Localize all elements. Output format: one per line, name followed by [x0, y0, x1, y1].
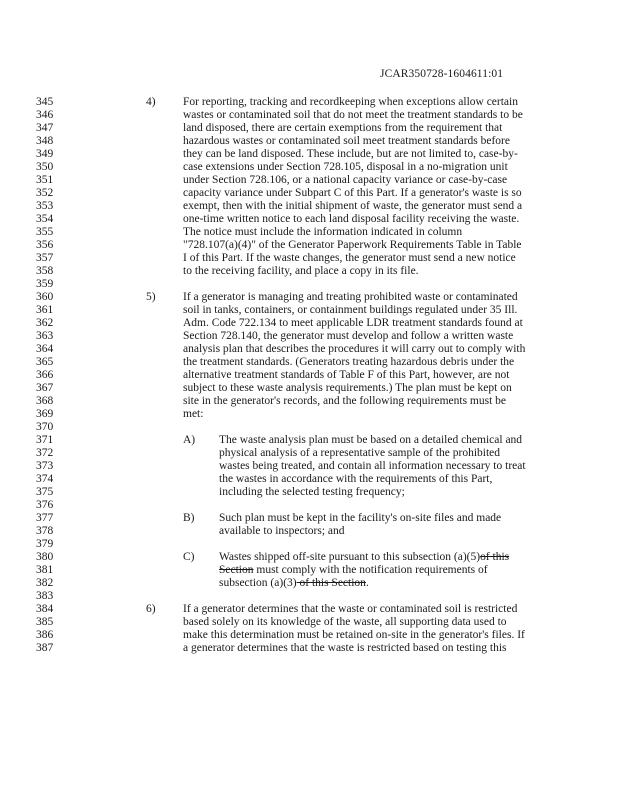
line-number: 349 — [36, 148, 54, 160]
subitem-a-line: including the selected testing frequency; — [219, 486, 405, 498]
item-4-line: "728.107(a)(4)" of the Generator Paperwork Requirements Table in Table — [183, 239, 522, 251]
subitem-c-text: subsection (a)(3) — [219, 577, 297, 589]
deleted-text: of this — [480, 551, 510, 563]
item-5-line: soil in tanks, containers, or containment buildings regulated under 35 Ill. — [183, 304, 518, 316]
subitem-a-line: physical analysis of a representative sample of the prohibited — [219, 447, 501, 459]
line-number: 365 — [36, 356, 54, 368]
item-5-line: Section 728.140, the generator must develop and follow a written waste — [183, 330, 514, 342]
line-number: 371 — [36, 434, 54, 446]
subitem-c-text: . — [365, 577, 369, 589]
line-number: 379 — [36, 538, 54, 550]
subitem-c-text: must comply with the notification requirements of — [253, 564, 488, 576]
line-number: 370 — [36, 421, 54, 433]
item-4-line: For reporting, tracking and recordkeeping when exceptions allow certain — [183, 96, 518, 108]
subitem-a-line: wastes being treated, and contain all information necessary to treat — [219, 460, 526, 472]
subitem-a-marker: A) — [183, 434, 196, 446]
subitem-c-text: Wastes shipped off-site pursuant to this subsection (a)(5) — [219, 551, 481, 563]
subitem-c-line — [219, 564, 488, 577]
item-5-line: the treatment standards. (Generators treating hazardous debris under the — [183, 356, 515, 368]
document-id: JCAR350728-1604611:01 — [380, 68, 504, 80]
item-4-line: under Section 728.106, or a national capacity variance or case-by-case — [183, 174, 508, 186]
item-4-line: case extensions under Section 728.105, disposal in a no-migration unit — [183, 161, 508, 173]
line-number: 358 — [36, 265, 54, 277]
subitem-b-line: available to inspectors; and — [219, 525, 345, 537]
item-5-line: If a generator is managing and treating prohibited waste or contaminated — [183, 291, 518, 303]
subitem-c-line — [219, 577, 369, 590]
subitem-c-line — [219, 551, 509, 564]
item-5-line: Adm. Code 722.134 to meet applicable LDR treatment standards found at — [183, 317, 523, 329]
line-number: 369 — [36, 408, 54, 420]
item-4-line: one-time written notice to each land disposal facility receiving the waste. — [183, 213, 520, 225]
line-number: 368 — [36, 395, 54, 407]
line-number: 378 — [36, 525, 54, 537]
item-6-line: If a generator determines that the waste or contaminated soil is restricted — [183, 603, 518, 615]
item-4-line: The notice must include the information indicated in column — [183, 226, 463, 238]
line-number: 382 — [36, 577, 54, 589]
deleted-text: of this Section — [296, 577, 366, 589]
item-5-line: subject to these waste analysis requirements.) The plan must be kept on — [183, 382, 512, 394]
line-number: 355 — [36, 226, 54, 238]
line-number: 372 — [36, 447, 54, 459]
item-6-line: make this determination must be retained on-site in the generator's files. If — [183, 629, 525, 641]
item-4-line: capacity variance under Subpart C of this Part. If a generator's waste is so — [183, 187, 522, 199]
line-number: 387 — [36, 642, 54, 654]
line-number: 352 — [36, 187, 54, 199]
line-number: 383 — [36, 590, 54, 602]
line-number: 375 — [36, 486, 54, 498]
line-number: 374 — [36, 473, 54, 485]
line-number: 360 — [36, 291, 54, 303]
line-number: 373 — [36, 460, 54, 472]
line-number: 347 — [36, 122, 54, 134]
subitem-b-marker: B) — [183, 512, 195, 524]
line-number: 363 — [36, 330, 54, 342]
subitem-b-line: Such plan must be kept in the facility's on-site files and made — [219, 512, 502, 524]
item-4-marker: 4) — [146, 96, 156, 108]
subitem-a-line: The waste analysis plan must be based on a detailed chemical and — [219, 434, 523, 446]
line-number: 348 — [36, 135, 54, 147]
line-number: 362 — [36, 317, 54, 329]
item-5-line: analysis plan that describes the procedures it will carry out to comply with — [183, 343, 526, 355]
line-number: 345 — [36, 96, 54, 108]
line-number: 381 — [36, 564, 54, 576]
subitem-c-marker: C) — [183, 551, 195, 563]
line-number: 357 — [36, 252, 54, 264]
item-4-line: exempt, then with the initial shipment of waste, the generator must send a — [183, 200, 523, 212]
item-4-line: they can be land disposed. These include, but are not limited to, case-by- — [183, 148, 518, 160]
line-number: 386 — [36, 629, 54, 641]
line-number: 377 — [36, 512, 54, 524]
item-6-line: based solely on its knowledge of the waste, all supporting data used to — [183, 616, 507, 628]
line-number: 366 — [36, 369, 54, 381]
line-number: 353 — [36, 200, 54, 212]
line-number: 351 — [36, 174, 54, 186]
line-number: 367 — [36, 382, 54, 394]
line-number: 350 — [36, 161, 54, 173]
subitem-a-line: the wastes in accordance with the requirements of this Part, — [219, 473, 493, 485]
line-number: 346 — [36, 109, 54, 121]
item-6-marker: 6) — [146, 603, 156, 615]
item-5-line: site in the generator's records, and the following requirements must be — [183, 395, 507, 407]
item-4-line: hazardous wastes or contaminated soil meet treatment standards before — [183, 135, 510, 147]
item-5-marker: 5) — [146, 291, 156, 303]
deleted-text: Section — [219, 564, 254, 576]
line-number: 354 — [36, 213, 54, 225]
line-number: 364 — [36, 343, 54, 355]
item-6-line: a generator determines that the waste is restricted based on testing this — [183, 642, 507, 654]
line-number: 385 — [36, 616, 54, 628]
line-number: 384 — [36, 603, 54, 615]
item-4-line: wastes or contaminated soil that do not meet the treatment standards to be — [183, 109, 523, 121]
item-5-line: alternative treatment standards of Table F of this Part, however, are not — [183, 369, 510, 381]
line-number: 359 — [36, 278, 54, 290]
line-number: 376 — [36, 499, 54, 511]
item-4-line: I of this Part. If the waste changes, the generator must send a new notice — [183, 252, 516, 264]
line-number: 380 — [36, 551, 54, 563]
item-5-line: met: — [183, 408, 204, 420]
line-number: 361 — [36, 304, 54, 316]
item-4-line: to the receiving facility, and place a copy in its file. — [183, 265, 419, 277]
item-4-line: land disposed, there are certain exemptions from the requirement that — [183, 122, 503, 134]
line-number: 356 — [36, 239, 54, 251]
